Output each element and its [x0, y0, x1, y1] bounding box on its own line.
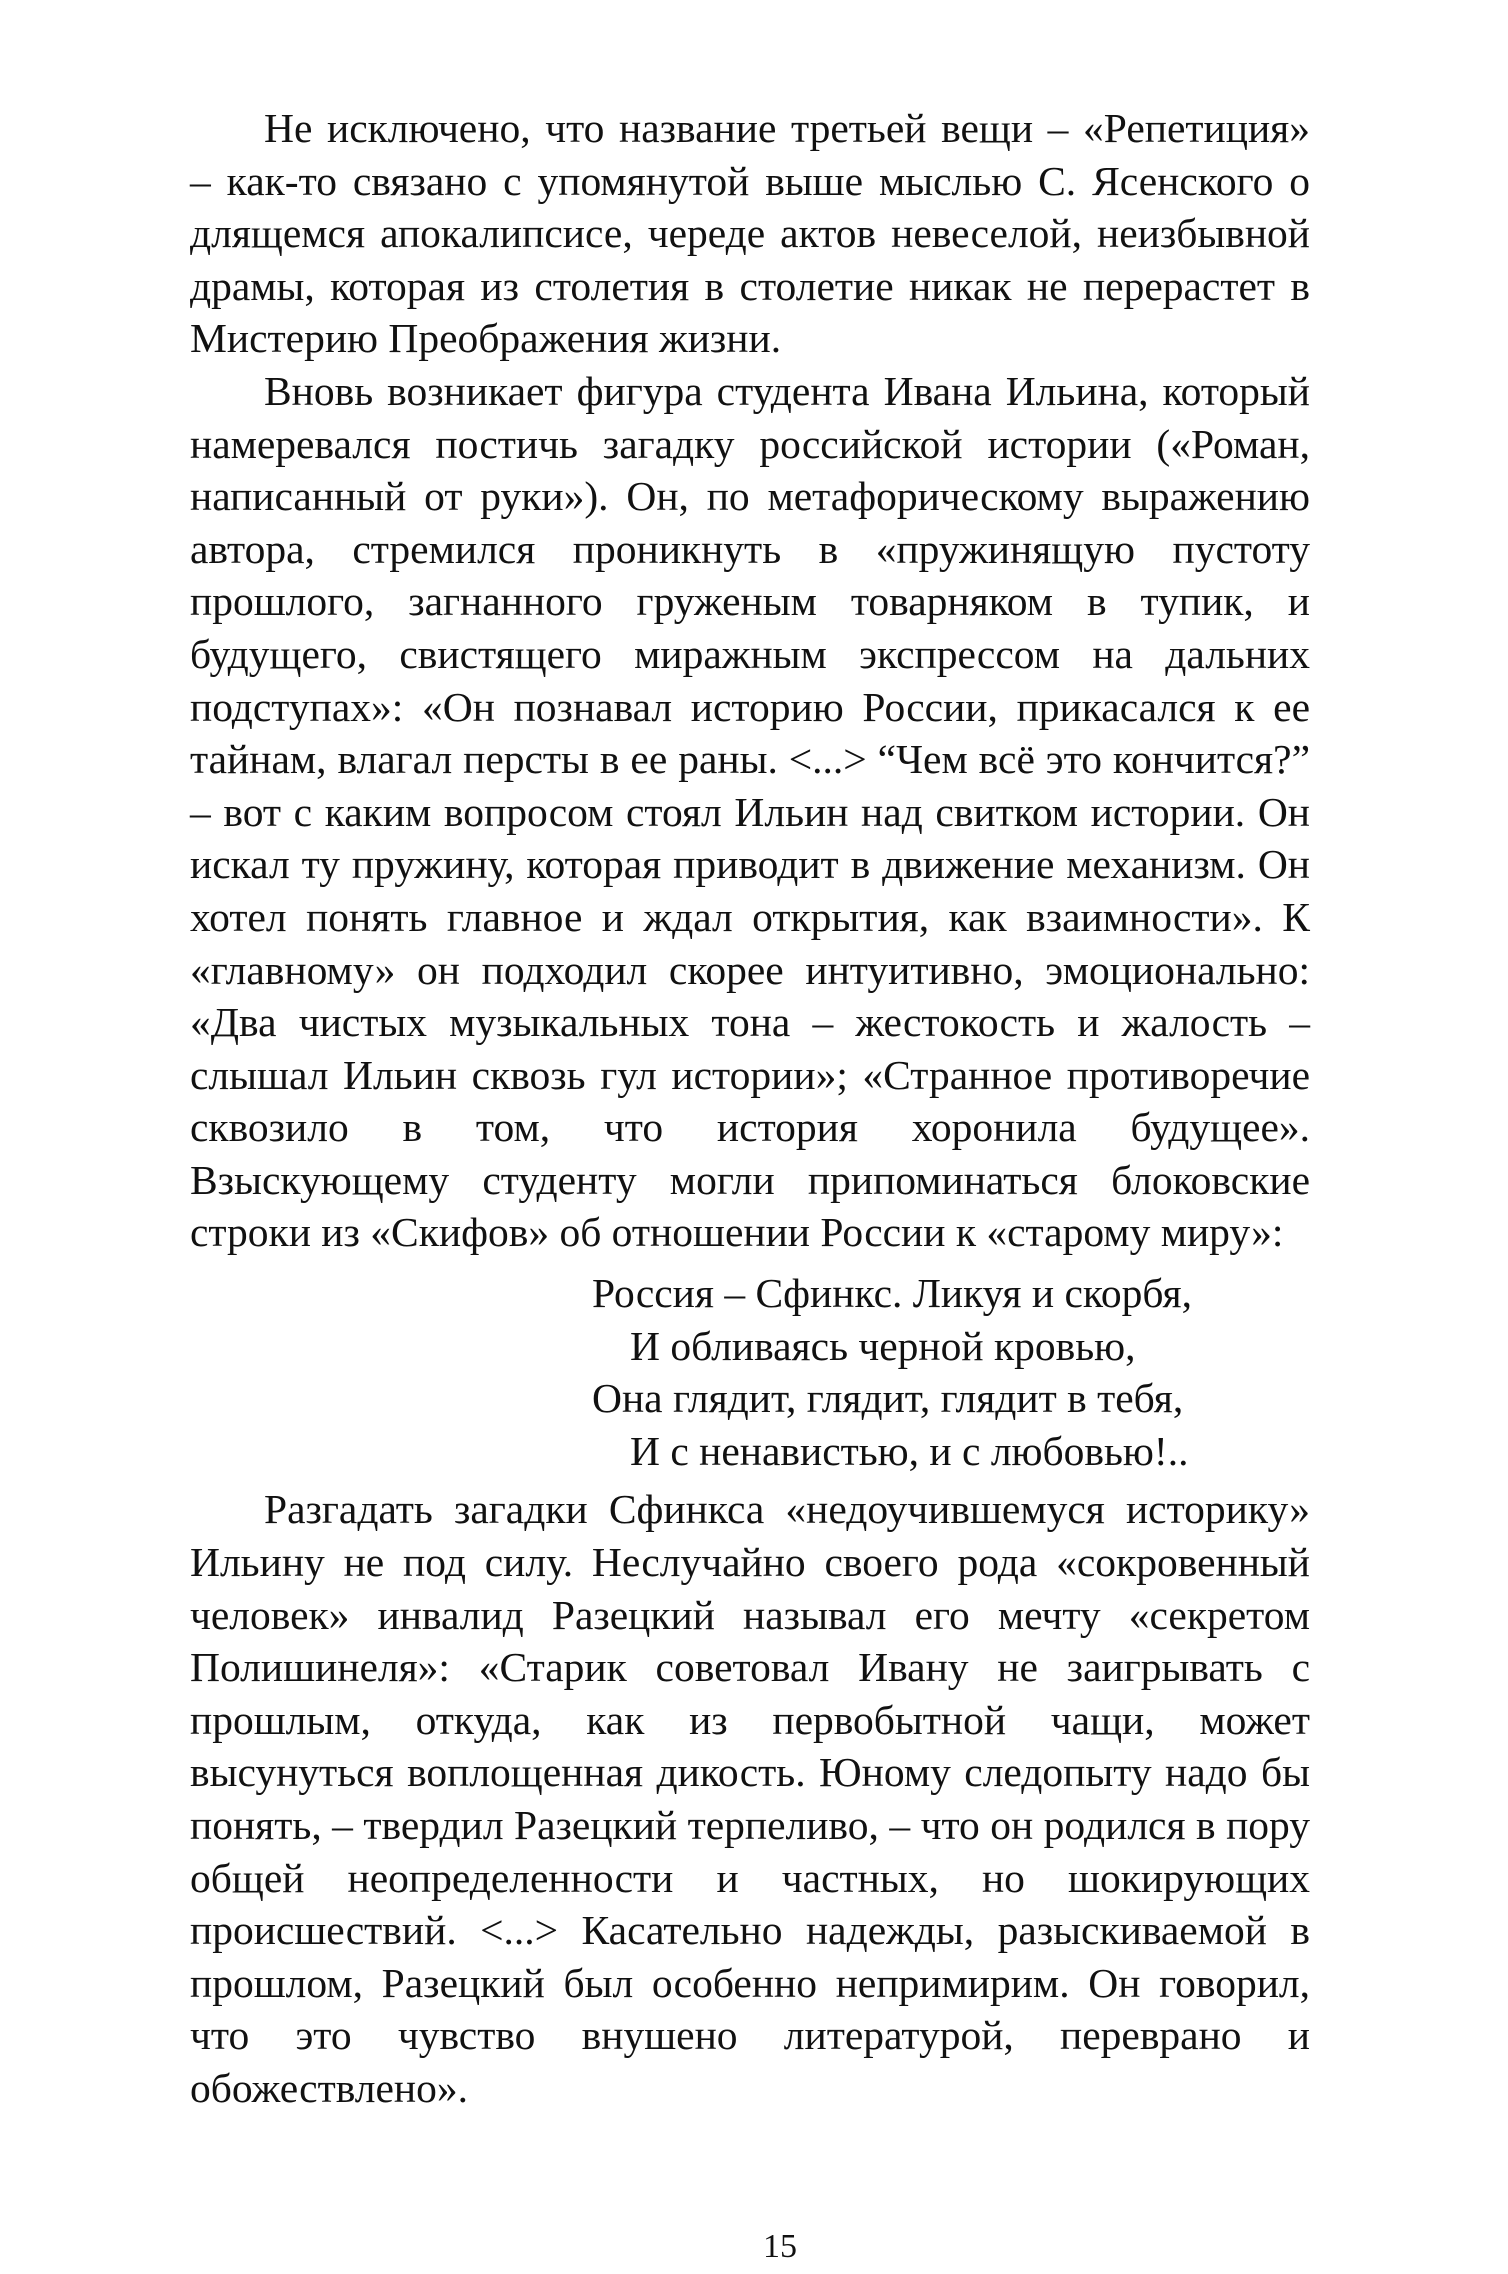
page-number: 15 — [763, 2228, 797, 2265]
paragraph-3: Разгадать загадки Сфинкса «недоучившемуся историку» Ильину не под силу. Неслучайно своего рода «сокровенный человек» инвалид Разецкий называл его мечту «секретом Полишинеля»: «Старик советовал Ивану не заигрывать с прошлым, откуда, как из первобытной чащи, может высунуться воплощенная дикость. Юному следопыту надо бы понять, – твердил Разецкий терпеливо, – что он родился в пору общей неопределенности и частных, но шокирующих происшествий. <...> Касательно надежды, разыскиваемой в прошлом, Разецкий был особенно непримирим. Он говорил, что это чувство внушено литературой, переврано и обожествлено». — [190, 1486, 1310, 2111]
poem-line-3: Она глядит, глядит, глядит в тебя, — [592, 1375, 1184, 1422]
paragraph-1: Не исключено, что название третьей вещи – «Репетиция» – как-то связано с упомянутой выше мыслью С. Ясенского о длящемся апокалипсисе, череде актов невеселой, неизбывной драмы, которая из столетия в столетие никак не перерастет в Мистерию Преображения жизни. — [190, 105, 1310, 362]
poem-line-4: И с ненавистью, и с любовью!.. — [630, 1427, 1189, 1474]
book-page — [190, 102, 1310, 2265]
poem-line-1: Россия – Сфинкс. Ликуя и скорбя, — [592, 1270, 1192, 1317]
paragraph-2: Вновь возникает фигура студента Ивана Ильина, который намеревался постичь загадку российской истории («Роман, написанный от руки»). Он, по метафорическому выражению автора, стремился проникнуть в «пружинящую пустоту прошлого, загнанного груженым товарняком в тупик, и будущего, свистящего миражным экспрессом на дальних подступах»: «Он познавал историю России, прикасался к ее тайнам, влагал персты в ее раны. <...> “Чем всё это кончится?” – вот с каким вопросом стоял Ильин над свитком истории. Он искал ту пружину, которая приводит в движение механизм. Он хотел понять главное и ждал открытия, как взаимности». К «главному» он подходил скорее интуитивно, эмоционально: «Два чистых музыкальных тона – жестокость и жалость – слышал Ильин сквозь гул истории»; «Странное противоречие сквозило в том, что история хоронила будущее». Взыскующему студенту могли припоминаться блоковские строки из «Скифов» об отношении России к «старому миру»: — [190, 367, 1310, 1256]
poem-line-2: И обливаясь черной кровью, — [630, 1322, 1136, 1369]
poem-quote — [190, 1267, 1310, 1477]
